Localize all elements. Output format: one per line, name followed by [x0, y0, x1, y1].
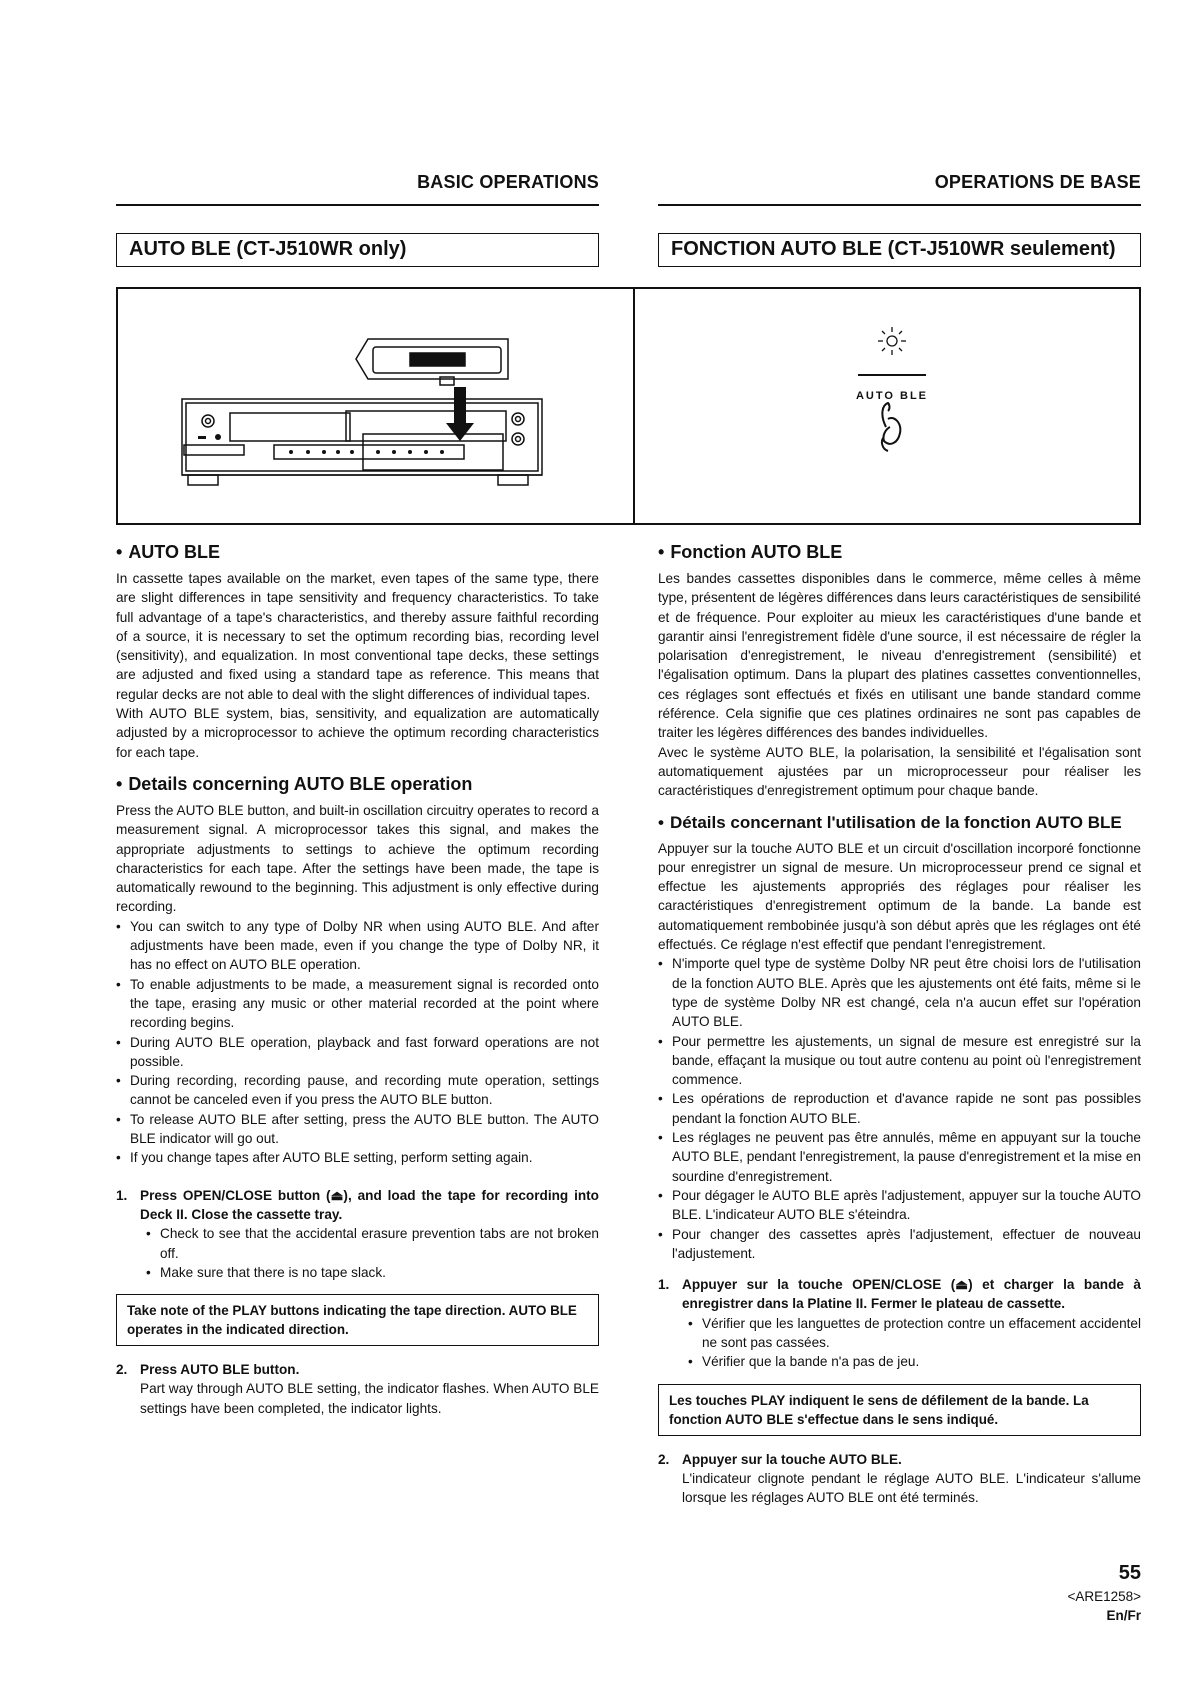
list-item: • During recording, recording pause, and recording mute operation, settings cannot be canceled even if you press the AUTO BLE button.: [116, 1071, 599, 1110]
step-title: Press OPEN/CLOSE button (⏏), and load the tape for recording into Deck II. Close the cassette tray.: [140, 1187, 599, 1222]
heading-details: • Détails concernant l'utilisation de la fonction AUTO BLE: [658, 812, 1122, 832]
intro-paragraph: In cassette tapes available on the market, even tapes of the same type, there are slight differences in tape sensitivity and frequency characteristics. To take full advantage of a tape's characteristics, and thereby assure faithful recording of a source, it is necessary to set the optimum recording bias, recording level (sensitivity), and equalization. In most conventional tape decks, these settings are adjusted and fixed using a standard tape as reference. This means that regular decks are not able to deal with the slight differences of individual tapes.: [116, 571, 599, 702]
list-item: • Check to see that the accidental erasure prevention tabs are not broken off.: [146, 1224, 599, 1263]
intro-paragraph: Les bandes cassettes disponibles dans le commerce, même celles à même type, présentent de légères différences dans leurs caractéristiques de sensibilité et de fréquence. Pour exploiter au mieux les caractéristiques d'une bande et garantir ainsi l'enregistrement fidèle d'une source, il est nécessaire de régler la polarisation d'enregistrement, le niveau d'enregistrement (sensibilité) et l'égalisation optimum. Dans la plupart des platines cassettes conventionnelles, ces réglages sont effectués et fixés en utilisant une bande standard comme référence. Cela signifie que ces platines ordinaires ne sont pas capables de traiter les légères différences des bandes individuelles.: [658, 571, 1141, 741]
french-content: [658, 542, 1141, 1507]
indicator-light-icon: [878, 327, 906, 355]
figure-frame: [116, 287, 1141, 525]
steps-list: [658, 1275, 1141, 1371]
step-2: 2. Press AUTO BLE button. Part way through AUTO BLE setting, the indicator flashes. When AUTO BLE settings have been completed, the indicator lights.: [116, 1360, 599, 1418]
heading-details: • Details concerning AUTO BLE operation: [116, 773, 473, 794]
step-title: Appuyer sur la touche AUTO BLE.: [682, 1451, 902, 1467]
finger-press-icon: [882, 403, 900, 451]
heading-auto-ble: • Fonction AUTO BLE: [658, 542, 843, 562]
list-item: • Make sure that there is no tape slack.: [146, 1263, 599, 1282]
document-code: <ARE1258>: [1067, 1589, 1141, 1604]
step-body: Part way through AUTO BLE setting, the indicator flashes. When AUTO BLE settings have been completed, the indicator lights.: [140, 1381, 599, 1416]
list-item: • Pour permettre les ajustements, un signal de mesure est enregistré sur la bande, effaçant la musique ou tout autre contenu au point où l'enregistrement commence.: [658, 1032, 1141, 1090]
deck-buttons: [198, 434, 444, 454]
step-2: 2. Appuyer sur la touche AUTO BLE. L'indicateur clignote pendant le réglage AUTO BLE. L'indicateur s'allume lorsque les réglages AUTO BLE ont été terminés.: [658, 1450, 1141, 1508]
auto-ble-button-label: AUTO BLE: [855, 390, 929, 402]
section-title: FONCTION AUTO BLE (CT-J510WR seulement): [658, 233, 1141, 267]
list-item: • Vérifier que les languettes de protection contre un effacement accidentel ne sont pas cassées.: [688, 1314, 1141, 1353]
list-item: • Les réglages ne peuvent pas être annulés, même en appuyant sur la touche AUTO BLE, pendant l'enregistrement, la pause d'enregistrement et la mise en sourdine d'enregistrement.: [658, 1128, 1141, 1186]
cassette-icon: [356, 339, 508, 385]
figure-divider: [633, 289, 635, 523]
note-box: Take note of the PLAY buttons indicating the tape direction. AUTO BLE operates in the indicated direction.: [116, 1294, 599, 1346]
section-title: AUTO BLE (CT-J510WR only): [116, 233, 599, 267]
page-footer: [1067, 1562, 1141, 1623]
section-rule: [116, 204, 599, 206]
details-paragraph: Appuyer sur la touche AUTO BLE et un circuit d'oscillation incorporé fonctionne pour enregistrer un signal de mesure. Un microprocesseur prend ce signal et effectue les ajustements appropriés des réglages pour réaliser les caractéristiques d'enregistrement optimum de la bande. La bande est automatiquement rembobinée jusqu'à son début après que les réglages ont été effectués. Ce réglage n'est effectif que pendant l'enregistrement.: [658, 840, 1141, 953]
cassette-deck-illustration: [178, 329, 578, 489]
list-item: • During AUTO BLE operation, playback and fast forward operations are not possible.: [116, 1033, 599, 1072]
english-content: [116, 542, 599, 1418]
note-box: Les touches PLAY indiquent le sens de défilement de la bande. La fonction AUTO BLE s'effectue dans le sens indiqué.: [658, 1384, 1141, 1436]
insert-arrow-icon: [446, 387, 474, 441]
list-item: • If you change tapes after AUTO BLE setting, perform setting again.: [116, 1148, 599, 1167]
list-item: • To enable adjustments to be made, a measurement signal is recorded onto the tape, erasing any music or other material recorded at the point where recording begins.: [116, 975, 599, 1033]
step-1: 1. Press OPEN/CLOSE button (⏏), and load the tape for recording into Deck II. Close the cassette tray. • Check to see that the accidental erasure prevention tabs are not broken off. • Make sure that there is no tape slack.: [116, 1186, 599, 1282]
step-title: Press AUTO BLE button.: [140, 1362, 300, 1378]
language-code: En/Fr: [1106, 1608, 1141, 1623]
section-header: BASIC OPERATIONS: [417, 172, 599, 192]
list-item: • Pour dégager le AUTO BLE après l'adjustement, appuyer sur la touche AUTO BLE. L'indicateur AUTO BLE s'éteindra.: [658, 1186, 1141, 1225]
page-number: 55: [1118, 1562, 1141, 1584]
heading-auto-ble: • AUTO BLE: [116, 542, 220, 562]
step-1: 1. Appuyer sur la touche OPEN/CLOSE (⏏) et charger la bande à enregistrer dans la Platine II. Fermer le plateau de cassette. • Vérifier que les languettes de protection contre un effacement accidentel ne sont pas cassées. • Vérifier que la bande n'a pas de jeu.: [658, 1275, 1141, 1371]
list-item: • You can switch to any type of Dolby NR when using AUTO BLE. And after adjustments have been made, even if you change the type of Dolby NR, it has no effect on AUTO BLE operation.: [116, 917, 599, 975]
deck-body: [182, 399, 542, 485]
notes-list: [116, 917, 599, 1168]
list-item: • Pour changer des cassettes après l'adjustement, effectuer de nouveau l'adjustement.: [658, 1225, 1141, 1264]
list-item: • Les opérations de reproduction et d'avance rapide ne sont pas possibles pendant la fonction AUTO BLE.: [658, 1089, 1141, 1128]
intro-paragraph-2: Avec le système AUTO BLE, la polarisation, la sensibilité et l'égalisation sont automatiquement ajustées par un microprocesseur pour réaliser les caractéristiques d'enregistrement optimum pour chaque bande.: [658, 744, 1141, 799]
notes-list: [658, 954, 1141, 1263]
list-item: • N'importe quel type de système Dolby NR peut être choisi lors de l'utilisation de la fonction AUTO BLE. Après que les ajustements ont été faits, même si le type de système Dolby NR est changé, cela n'a aucun effet sur l'opération AUTO BLE.: [658, 954, 1141, 1031]
intro-paragraph-2: With AUTO BLE system, bias, sensitivity, and equalization are automatically adjusted by a microprocessor to achieve the optimum recording characteristics for each tape.: [116, 706, 599, 760]
step-title: Appuyer sur la touche OPEN/CLOSE (⏏) et charger la bande à enregistrer dans la Platine II. Fermer le plateau de cassette.: [682, 1277, 1141, 1312]
details-paragraph: Press the AUTO BLE button, and built-in oscillation circuitry operates to record a measurement signal. A microprocessor takes this signal, and makes the appropriate adjustments to settings to achieve the optimum recording characteristics for each tape. After the settings have been made, the tape is automatically rewound to the beginning. This adjustment is only effective during recording.: [116, 802, 599, 915]
steps-list: [116, 1186, 599, 1282]
step-body: L'indicateur clignote pendant le réglage AUTO BLE. L'indicateur s'allume lorsque les réglages AUTO BLE ont été terminés.: [682, 1470, 1141, 1506]
list-item: • Vérifier que la bande n'a pas de jeu.: [688, 1352, 1141, 1371]
list-item: • To release AUTO BLE after setting, press the AUTO BLE button. The AUTO BLE indicator will go out.: [116, 1110, 599, 1149]
section-rule: [658, 204, 1141, 206]
section-header: OPERATIONS DE BASE: [934, 172, 1141, 192]
